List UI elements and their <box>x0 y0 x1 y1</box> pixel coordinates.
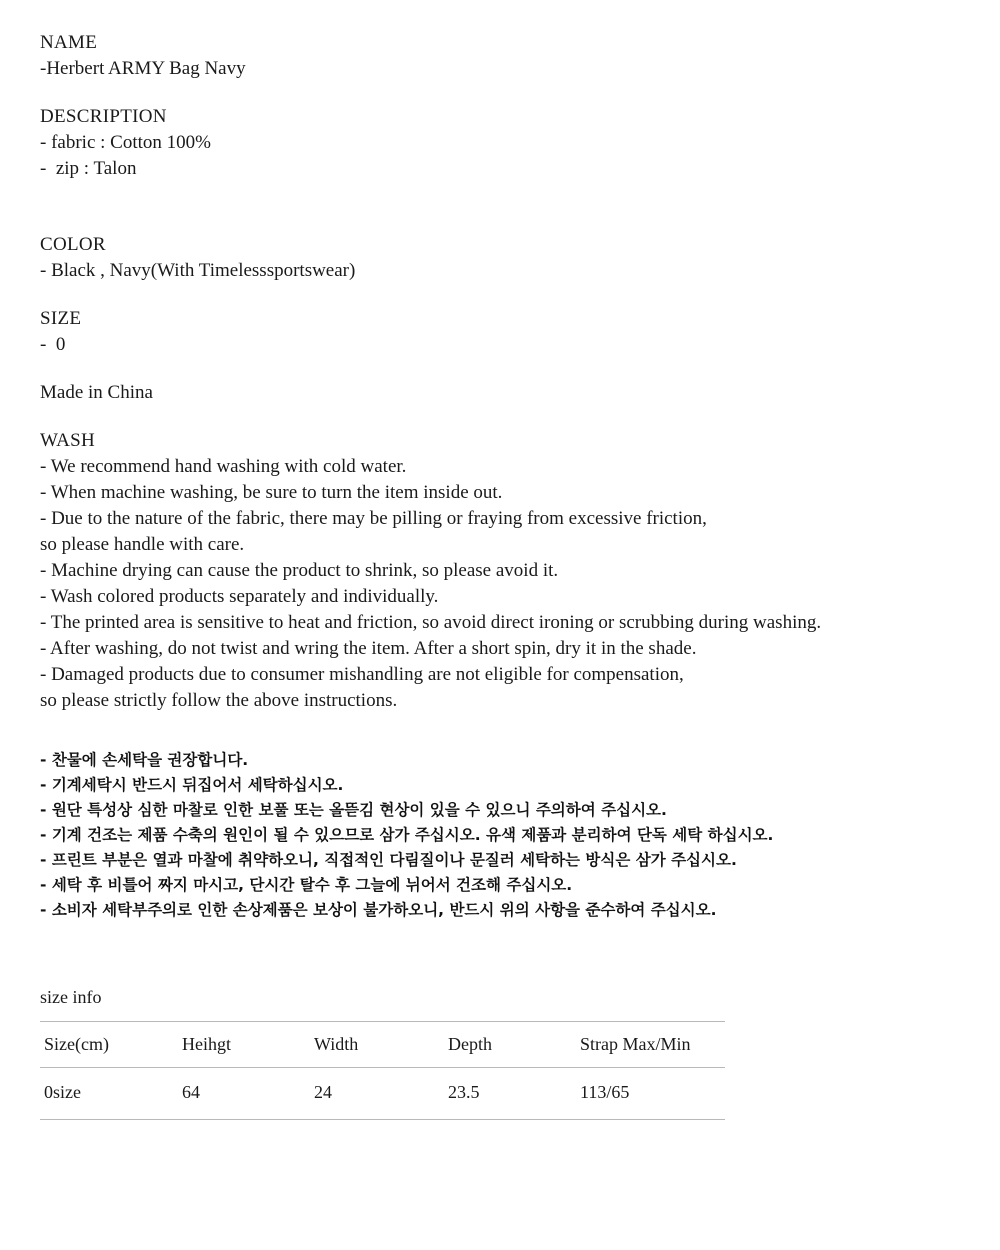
spacer <box>40 923 960 985</box>
spacer <box>40 82 960 104</box>
size-info-table <box>40 1021 725 1120</box>
size-info-label: size info <box>40 987 102 1007</box>
description-line-fabric: - fabric : Cotton 100% <box>40 132 211 153</box>
color-value: - Black , Navy(With Timelesssportswear) <box>40 260 356 281</box>
table-cell: 24 <box>310 1068 444 1120</box>
origin-text: Made in China <box>40 382 153 403</box>
wash-line-kr: - 소비자 세탁부주의로 인한 손상제품은 보상이 불가하오니, 반드시 위의 사항을 준수하여 주십시오. <box>40 901 717 919</box>
table-cell: 23.5 <box>444 1068 576 1120</box>
wash-line-kr: - 기계 건조는 제품 수축의 원인이 될 수 있으므로 삼가 주십시오. 유색 제품과 분리하여 단독 세탁 하십시오. <box>40 826 774 844</box>
color-heading: COLOR <box>40 234 106 255</box>
size-heading: SIZE <box>40 308 82 329</box>
name-value: -Herbert ARMY Bag Navy <box>40 58 246 79</box>
wash-line-kr: - 세탁 후 비틀어 짜지 마시고, 단시간 탈수 후 그늘에 뉘어서 건조해 주십시오. <box>40 876 573 894</box>
wash-line: - After washing, do not twist and wring the item. After a short spin, dry it in the shade. <box>40 638 697 659</box>
wash-line: - Damaged products due to consumer mishandling are not eligible for compensation, <box>40 664 684 685</box>
description-line-zip: - zip : Talon <box>40 158 137 179</box>
table-header-cell: Width <box>310 1022 444 1068</box>
spacer <box>40 406 960 428</box>
wash-line: - We recommend hand washing with cold water. <box>40 456 407 477</box>
wash-line: - Due to the nature of the fabric, there may be pilling or fraying from excessive friction, <box>40 508 707 529</box>
table-cell: 64 <box>178 1068 310 1120</box>
wash-line: so please handle with care. <box>40 534 245 555</box>
wash-line-kr: - 프린트 부분은 열과 마찰에 취약하오니, 직접적인 다림질이나 문질러 세탁하는 방식은 삼가 주십시오. <box>40 851 737 869</box>
wash-line-kr: - 찬물에 손세탁을 권장합니다. <box>40 751 249 769</box>
spacer <box>40 284 960 306</box>
spacer <box>40 714 960 748</box>
table-header-cell: Size(cm) <box>40 1022 178 1068</box>
table-header-row <box>40 1022 725 1068</box>
table-header-cell: Strap Max/Min <box>576 1022 725 1068</box>
wash-line-kr: - 원단 특성상 심한 마찰로 인한 보풀 또는 올뜯김 현상이 있을 수 있으니 주의하여 주십시오. <box>40 801 667 819</box>
table-row <box>40 1068 725 1120</box>
spacer <box>40 358 960 380</box>
table-cell: 0size <box>40 1068 178 1120</box>
wash-line: - When machine washing, be sure to turn the item inside out. <box>40 482 503 503</box>
wash-line: - The printed area is sensitive to heat and friction, so avoid direct ironing or scrubbing during washing. <box>40 612 822 633</box>
name-heading: NAME <box>40 32 98 53</box>
description-heading: DESCRIPTION <box>40 106 167 127</box>
spacer <box>40 182 960 232</box>
wash-line: - Machine drying can cause the product to shrink, so please avoid it. <box>40 560 559 581</box>
size-value: - 0 <box>40 334 66 355</box>
table-header-cell: Heihgt <box>178 1022 310 1068</box>
wash-line: - Wash colored products separately and individually. <box>40 586 439 607</box>
wash-line: so please strictly follow the above instructions. <box>40 690 398 711</box>
table-header-cell: Depth <box>444 1022 576 1068</box>
table-cell: 113/65 <box>576 1068 725 1120</box>
wash-heading: WASH <box>40 430 96 451</box>
wash-line-kr: - 기계세탁시 반드시 뒤집어서 세탁하십시오. <box>40 776 344 794</box>
